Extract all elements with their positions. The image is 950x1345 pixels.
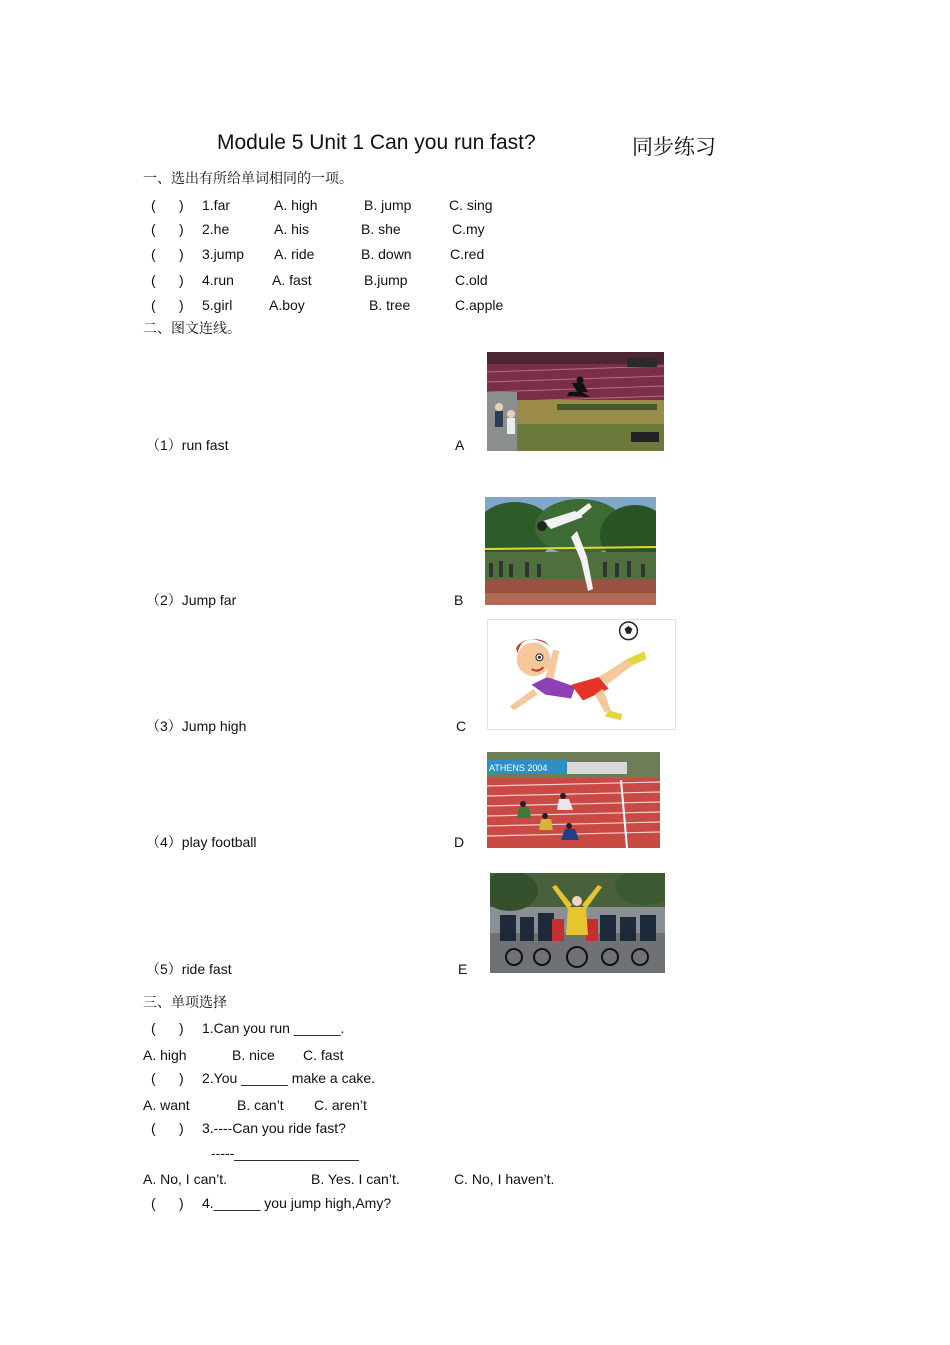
- question-1: 1.Can you run ______.: [202, 1020, 345, 1036]
- option-a: A. ride: [274, 246, 315, 262]
- item-word: 5.girl: [202, 297, 233, 313]
- question-4: 4.______ you jump high,Amy?: [202, 1195, 392, 1211]
- q1-option-c: C. fast: [303, 1047, 344, 1063]
- option-c: C.my: [452, 221, 485, 237]
- match-letter-d: D: [454, 834, 465, 850]
- q2-option-c: C. aren’t: [314, 1097, 367, 1113]
- option-b: B. she: [361, 221, 401, 237]
- q3-option-a: A. No, I can’t.: [143, 1171, 228, 1187]
- answer-paren: ( ): [151, 1195, 184, 1211]
- option-a: A. fast: [272, 272, 312, 288]
- match-phrase-ride-fast: （5）ride fast: [146, 961, 232, 977]
- option-c: C. sing: [449, 197, 493, 213]
- option-a: A. his: [274, 221, 310, 237]
- q3-option-b: B. Yes. I can’t.: [311, 1171, 400, 1187]
- option-a: A.boy: [269, 297, 305, 313]
- page-title: Module 5 Unit 1 Can you run fast?: [217, 131, 536, 154]
- option-b: B.jump: [364, 272, 408, 288]
- item-word: 2.he: [202, 221, 230, 237]
- match-phrase-jump-high: （3）Jump high: [146, 718, 247, 734]
- option-c: C.red: [450, 246, 485, 262]
- answer-paren: ( ): [151, 272, 184, 288]
- q2-option-a: A. want: [143, 1097, 190, 1113]
- athens-banner: ATHENS 2004: [489, 763, 548, 773]
- q3-answer-line: -----________________: [211, 1145, 359, 1161]
- item-word: 4.run: [202, 272, 234, 288]
- question-3: 3.----Can you ride fast?: [202, 1120, 346, 1136]
- match-letter-b: B: [454, 592, 464, 608]
- sprint-race-photo: [487, 752, 660, 848]
- match-phrase-play-football: （4）play football: [146, 834, 257, 850]
- match-letter-a: A: [455, 437, 465, 453]
- option-c: C.apple: [455, 297, 504, 313]
- option-c: C.old: [455, 272, 488, 288]
- item-word: 3.jump: [202, 246, 245, 262]
- option-b: B. tree: [369, 297, 411, 313]
- q1-option-b: B. nice: [232, 1047, 275, 1063]
- answer-paren: ( ): [151, 246, 184, 262]
- section1-heading: 一、选出有所给单词相同的一项。: [143, 171, 353, 187]
- answer-paren: ( ): [151, 297, 184, 313]
- q1-option-a: A. high: [143, 1047, 187, 1063]
- high-jump-photo: [485, 497, 656, 605]
- q2-option-b: B. can’t: [237, 1097, 284, 1113]
- item-word: 1.far: [202, 197, 231, 213]
- long-jump-photo: [487, 352, 664, 451]
- option-b: B. jump: [364, 197, 412, 213]
- match-phrase-run-fast: （1）run fast: [146, 437, 229, 453]
- q3-option-c: C. No, I haven’t.: [454, 1171, 555, 1187]
- option-b: B. down: [361, 246, 412, 262]
- page-title-cn: 同步练习: [632, 135, 716, 159]
- section2-heading: 二、图文连线。: [143, 321, 241, 337]
- match-letter-e: E: [458, 961, 468, 977]
- match-phrase-jump-far: （2）Jump far: [146, 592, 237, 608]
- answer-paren: ( ): [151, 197, 184, 213]
- section3-heading: 三、单项选择: [143, 995, 227, 1011]
- answer-paren: ( ): [151, 1020, 184, 1036]
- answer-paren: ( ): [151, 1120, 184, 1136]
- answer-paren: ( ): [151, 221, 184, 237]
- match-letter-c: C: [456, 718, 467, 734]
- answer-paren: ( ): [151, 1070, 184, 1086]
- question-2: 2.You ______ make a cake.: [202, 1070, 376, 1086]
- football-cartoon: [487, 619, 676, 730]
- cycling-race-photo: [490, 873, 665, 973]
- option-a: A. high: [274, 197, 318, 213]
